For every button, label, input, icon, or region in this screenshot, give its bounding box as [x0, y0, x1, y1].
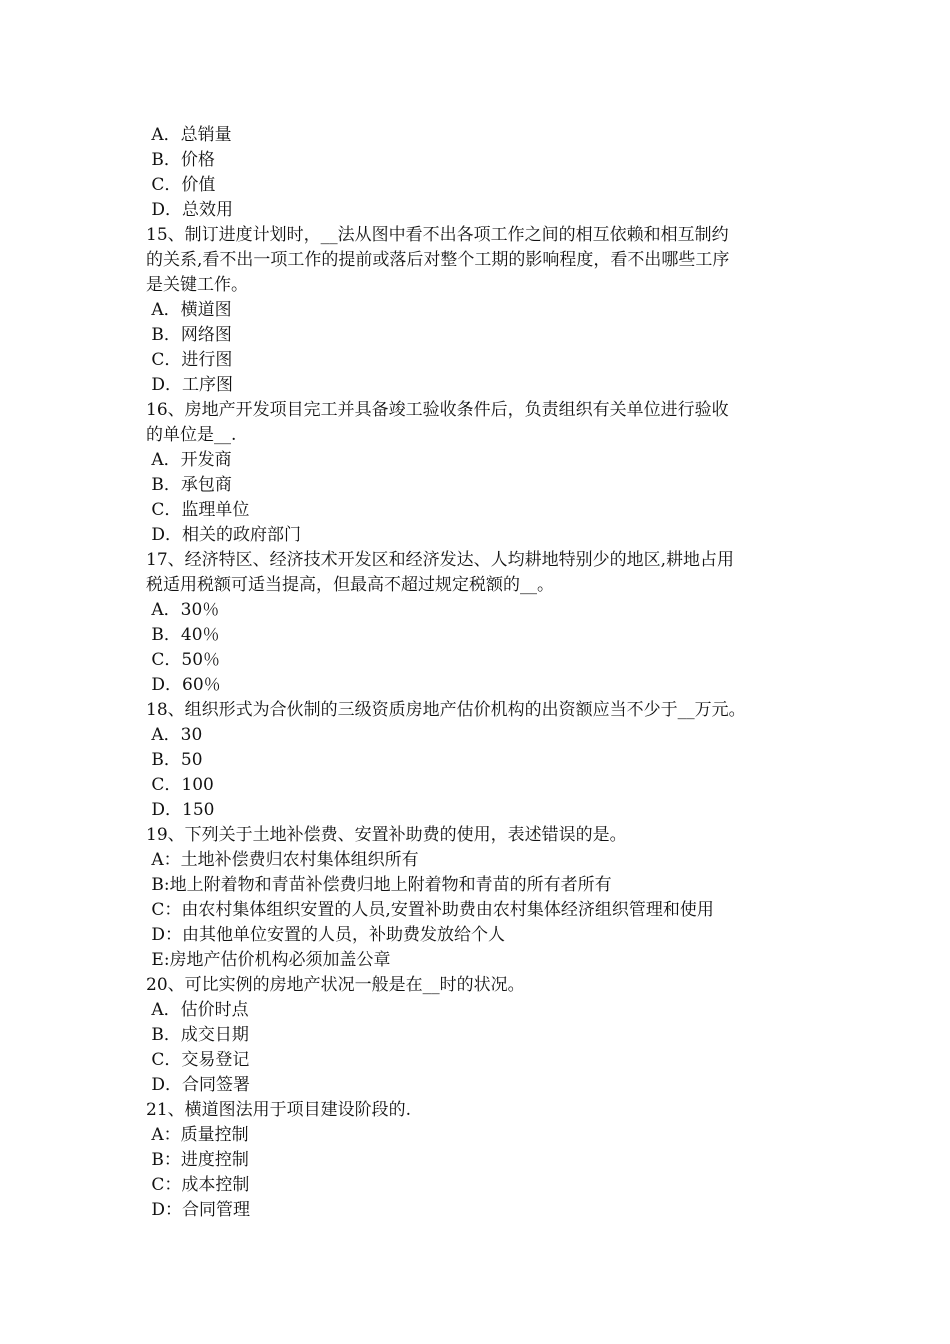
question-line: 21、横道图法用于项目建设阶段的.: [146, 1100, 412, 1120]
text-line: B．50: [146, 750, 203, 770]
text-line: D．合同签署: [146, 1075, 251, 1095]
question-line: 是关键工作。: [146, 275, 248, 295]
text-line: A．横道图: [146, 300, 232, 320]
text-line: B．网络图: [146, 325, 232, 345]
text-line: C：由农村集体组织安置的人员,安置补助费由农村集体经济组织管理和使用: [146, 900, 714, 920]
text-line: D：合同管理: [146, 1200, 251, 1220]
question-line: 18、组织形式为合伙制的三级资质房地产估价机构的出资额应当不少于__万元。: [146, 700, 746, 720]
text-line: A．估价时点: [146, 1000, 249, 1020]
text-line: C．50％: [146, 650, 221, 670]
text-line: C．交易登记: [146, 1050, 250, 1070]
text-line: B．40％: [146, 625, 220, 645]
question-line: 15、制订进度计划时，__法从图中看不出各项工作之间的相互依赖和相互制约: [146, 225, 729, 245]
text-line: B:地上附着物和青苗补偿费归地上附着物和青苗的所有者所有: [146, 875, 612, 895]
text-line: D．工序图: [146, 375, 234, 395]
text-line: D．总效用: [146, 200, 234, 220]
text-line: B．价格: [146, 150, 215, 170]
text-line: A．总销量: [146, 125, 232, 145]
text-line: D．相关的政府部门: [146, 525, 302, 545]
text-line: B．成交日期: [146, 1025, 249, 1045]
text-line: C．价值: [146, 175, 216, 195]
text-line: D．150: [146, 800, 215, 820]
question-line: 17、经济特区、经济技术开发区和经济发达、人均耕地特别少的地区,耕地占用: [146, 550, 735, 570]
question-line: 19、下列关于土地补偿费、安置补助费的使用，表述错误的是。: [146, 825, 627, 845]
text-line: C．监理单位: [146, 500, 250, 520]
text-line: A．30: [146, 725, 203, 745]
document-body: [146, 123, 816, 1223]
question-line: 20、可比实例的房地产状况一般是在__时的状况。: [146, 975, 525, 995]
text-line: E:房地产估价机构必须加盖公章: [146, 950, 391, 970]
text-line: A．30％: [146, 600, 220, 620]
text-line: C．进行图: [146, 350, 233, 370]
text-line: A：质量控制: [146, 1125, 249, 1145]
question-line: 16、房地产开发项目完工并具备竣工验收条件后，负责组织有关单位进行验收: [146, 400, 729, 420]
text-line: C：成本控制: [146, 1175, 250, 1195]
question-line: 的关系,看不出一项工作的提前或落后对整个工期的影响程度，看不出哪些工序: [146, 250, 730, 270]
text-line: A：土地补偿费归农村集体组织所有: [146, 850, 419, 870]
text-line: B：进度控制: [146, 1150, 249, 1170]
text-line: D．60％: [146, 675, 221, 695]
text-line: C．100: [146, 775, 214, 795]
question-line: 的单位是__.: [146, 425, 237, 445]
text-line: D：由其他单位安置的人员，补助费发放给个人: [146, 925, 506, 945]
question-line: 税适用税额可适当提高，但最高不超过规定税额的__。: [146, 575, 554, 595]
text-line: B．承包商: [146, 475, 232, 495]
text-line: A．开发商: [146, 450, 232, 470]
